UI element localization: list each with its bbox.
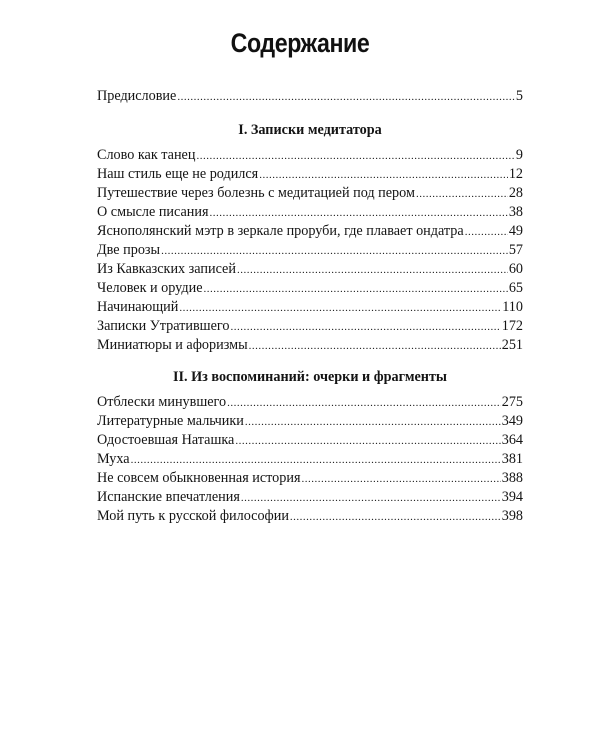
dot-leader <box>302 470 501 489</box>
dot-leader <box>290 508 501 527</box>
toc-entry-label: Слово как танец <box>97 147 196 163</box>
toc-entry-label: О смысле писания <box>97 204 209 220</box>
toc-entry-page: 172 <box>501 318 523 334</box>
toc-entry <box>97 450 523 469</box>
toc-entry-label: Муха <box>97 451 130 467</box>
toc-entry-label: Человек и орудие <box>97 280 203 296</box>
toc-entry <box>97 165 523 184</box>
toc-entry-page: 349 <box>501 413 523 429</box>
dot-leader <box>131 451 501 470</box>
toc-entry <box>97 222 523 241</box>
toc-entry <box>97 146 523 165</box>
toc-entry <box>97 241 523 260</box>
section-heading: II. Из воспоминаний: очерки и фрагменты <box>172 369 448 385</box>
toc-entry-label: Испанские впечатления <box>97 489 240 505</box>
dot-leader <box>204 280 508 299</box>
page-title: Содержание <box>230 28 370 58</box>
toc-entry-label: Начинающий <box>97 299 179 315</box>
toc-entry-label: Записки Утратившего <box>97 318 230 334</box>
dot-leader <box>259 166 508 185</box>
dot-leader <box>245 413 501 432</box>
toc-entry-page: 394 <box>501 489 523 505</box>
toc-entry-page: 388 <box>501 470 523 486</box>
toc-entry-label: Мой путь к русской философии <box>97 508 289 524</box>
dot-leader <box>241 489 501 508</box>
toc-entry-label: Миниатюры и афоризмы <box>97 337 248 353</box>
dot-leader <box>179 299 501 318</box>
dot-leader <box>235 432 500 451</box>
dot-leader <box>230 318 500 337</box>
toc-entry-label: Яснополянский мэтр в зеркале проруби, где плавает ондатра <box>97 223 464 239</box>
toc-entry <box>97 279 523 298</box>
toc-entry-label: Одостоевшая Наташка <box>97 432 235 448</box>
toc-entry-page: 38 <box>508 204 523 220</box>
dot-leader <box>227 394 501 413</box>
toc-entry <box>97 298 523 317</box>
toc-entry-label: Предисловие <box>97 88 177 104</box>
toc-entry <box>97 507 523 526</box>
toc-entry-page: 110 <box>502 299 523 315</box>
dot-leader <box>249 337 501 356</box>
toc-entry <box>97 336 523 355</box>
section-heading: I. Записки медитатора <box>238 122 382 138</box>
toc-entry <box>97 393 523 412</box>
toc-entry <box>97 469 523 488</box>
toc-entry <box>97 431 523 450</box>
toc-entry-page: 28 <box>508 185 523 201</box>
toc-entry-page: 5 <box>515 88 523 104</box>
dot-leader <box>177 88 515 107</box>
toc-entry-page: 65 <box>508 280 523 296</box>
toc-entry <box>97 412 523 431</box>
toc-entry <box>97 317 523 336</box>
toc-entry <box>97 260 523 279</box>
toc-entry-label: Литературные мальчики <box>97 413 244 429</box>
dot-leader <box>416 185 508 204</box>
toc-entry <box>97 203 523 222</box>
dot-leader <box>237 261 508 280</box>
table-of-contents <box>97 87 523 526</box>
toc-entry-label: Две прозы <box>97 242 161 258</box>
toc-entry-page: 275 <box>501 394 523 410</box>
toc-entry-label: Наш стиль еще не родился <box>97 166 259 182</box>
dot-leader <box>465 223 508 242</box>
toc-entry <box>97 184 523 203</box>
toc-entry-page: 364 <box>501 432 523 448</box>
dot-leader <box>209 204 507 223</box>
toc-entry-page: 9 <box>515 147 523 163</box>
toc-entry-page: 381 <box>501 451 523 467</box>
toc-entry-label: Путешествие через болезнь с медитацией под пером <box>97 185 415 201</box>
toc-entry <box>97 488 523 507</box>
toc-entry-page: 60 <box>508 261 523 277</box>
toc-entry-label: Отблески минувшего <box>97 394 227 410</box>
toc-entry-page: 398 <box>501 508 523 524</box>
toc-entry-label: Не совсем обыкновенная история <box>97 470 301 486</box>
dot-leader <box>161 242 508 261</box>
toc-entry-preface <box>97 87 523 106</box>
toc-entry-page: 12 <box>508 166 523 182</box>
toc-entry-label: Из Кавказских записей <box>97 261 236 277</box>
toc-entry-page: 251 <box>501 337 523 353</box>
toc-entry-page: 49 <box>508 223 523 239</box>
toc-entry-page: 57 <box>508 242 523 258</box>
dot-leader <box>196 147 514 166</box>
